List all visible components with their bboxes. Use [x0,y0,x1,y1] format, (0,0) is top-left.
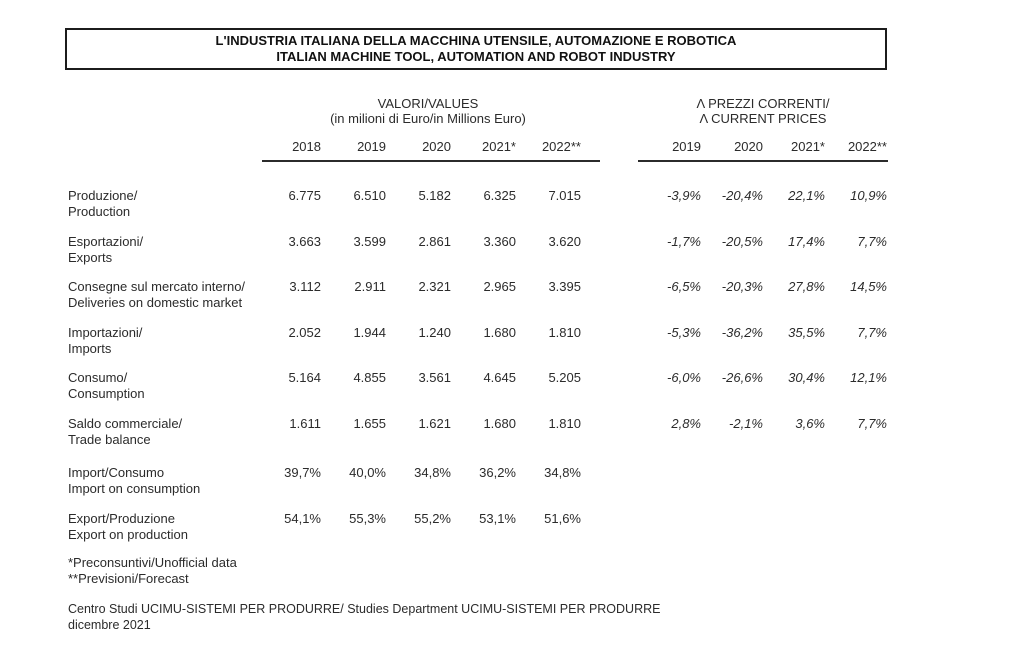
row-label-english: Imports [68,340,112,356]
row-label-english: Production [68,204,131,219]
row-label [68,370,256,402]
row-values [256,370,581,385]
row-values [256,234,581,249]
row-label [68,279,256,311]
value-cell: 2.052 [288,324,321,340]
value-cell: 34,8% [544,465,581,480]
row-label-italian: Import/Consumo [68,465,165,480]
value-cell: 3.112 [289,279,321,294]
percentage-cell: -26,6% [721,370,763,385]
year-header: 2020 [734,139,763,154]
year-header: 2019 [357,139,386,154]
percentage-cell: -36,2% [721,324,763,340]
source-line: Centro Studi UCIMU-SISTEMI PER PRODURRE/ Studies Department UCIMU-SISTEMI PER PRODURRE [68,602,661,616]
percentage-cell: -5,3% [667,324,701,340]
value-cell: 7.015 [548,188,581,203]
percentage-cell: 7,7% [857,233,887,249]
current-prices-column-header [628,96,898,126]
row-values [256,511,581,526]
row-label-english: Trade balance [68,431,151,447]
row-label-english: Exports [68,249,113,265]
row-values [256,188,581,203]
row-label-italian: Importazioni/ [68,324,143,340]
row-label-english: Import on consumption [68,481,201,496]
year-header: 2020 [422,139,451,154]
percentage-cell: 7,7% [857,415,887,431]
value-cell: 3.663 [288,233,321,249]
row-label [68,234,256,266]
value-cell: 3.599 [353,233,386,249]
value-cell: 1.655 [353,415,386,431]
title-box [65,28,887,70]
value-cell: 1.944 [353,324,386,340]
source-note [68,601,660,633]
row-percentages [639,279,887,294]
value-cell: 1.240 [418,324,451,340]
percentage-cell: -20,3% [721,279,763,294]
percentage-cell: -6,0% [667,370,701,385]
row-values [256,325,581,340]
percentage-cell: -20,4% [721,188,763,203]
percentage-cell: 30,4% [788,370,825,385]
table-row [68,465,958,511]
value-cell: 39,7% [284,465,321,480]
row-label-italian: Produzione/ [68,188,138,203]
prices-year-headers [639,139,887,154]
value-cell: 2.965 [483,279,516,294]
prices-header-rule [638,160,888,162]
row-label [68,465,256,497]
row-values [256,416,581,431]
value-cell: 1.810 [548,324,581,340]
table-row [68,279,958,325]
row-percentages [639,416,887,431]
percentage-cell: 27,8% [788,279,825,294]
year-header: 2022** [847,139,887,154]
row-percentages [639,188,887,203]
value-cell: 1.621 [418,415,451,431]
data-rows [68,188,958,556]
prices-header-line1: Λ PREZZI CORRENTI/ [696,96,830,111]
percentage-cell: 3,6% [795,415,825,431]
year-header: 2022** [541,139,581,154]
values-header-rule [262,160,600,162]
year-header: 2021* [791,139,825,154]
values-header-title: VALORI/VALUES [377,96,479,111]
value-cell: 1.680 [483,324,516,340]
percentage-cell: 7,7% [857,324,887,340]
row-label-english: Export on production [68,526,188,542]
value-cell: 2.911 [354,279,386,294]
percentage-cell: -1,7% [667,233,701,249]
value-cell: 5.182 [418,188,451,203]
value-cell: 4.855 [353,370,386,385]
year-header: 2018 [292,139,321,154]
value-cell: 2.321 [418,279,451,294]
value-cell: 55,3% [349,510,386,526]
percentage-cell: -20,5% [721,233,763,249]
value-cell: 40,0% [349,465,386,480]
table-row [68,325,958,371]
value-cell: 36,2% [479,465,516,480]
value-cell: 1.611 [289,415,321,431]
values-column-header [256,96,600,126]
footnote-forecast: **Previsioni/Forecast [68,571,189,586]
row-label-english: Deliveries on domestic market [68,295,243,310]
percentage-cell: 22,1% [788,188,825,203]
value-cell: 4.645 [483,370,516,385]
row-label-italian: Saldo commerciale/ [68,415,183,431]
title-line-english: ITALIAN MACHINE TOOL, AUTOMATION AND ROBOT INDUSTRY [276,49,676,64]
title-line-italian: L'INDUSTRIA ITALIANA DELLA MACCHINA UTENSILE, AUTOMAZIONE E ROBOTICA [215,33,737,48]
values-year-headers [256,139,581,154]
source-date: dicembre 2021 [68,618,151,632]
row-label-english: Consumption [68,386,145,401]
row-label-italian: Consegne sul mercato interno/ [68,279,246,294]
percentage-cell: 12,1% [850,370,887,385]
value-cell: 3.395 [548,279,581,294]
value-cell: 6.510 [353,188,386,203]
percentage-cell: 2,8% [671,415,701,431]
row-percentages [639,234,887,249]
value-cell: 5.205 [548,370,581,385]
value-cell: 1.680 [483,415,516,431]
year-header: 2021* [482,139,516,154]
row-label [68,188,256,220]
row-label [68,325,256,357]
value-cell: 6.775 [288,188,321,203]
row-values [256,465,581,480]
value-cell: 54,1% [284,510,321,526]
table-row [68,234,958,280]
value-cell: 53,1% [479,510,516,526]
row-percentages [639,370,887,385]
table-row [68,370,958,416]
row-percentages [639,325,887,340]
value-cell: 1.810 [548,415,581,431]
value-cell: 3.360 [483,233,516,249]
row-values [256,279,581,294]
percentage-cell: 14,5% [850,279,887,294]
percentage-cell: -2,1% [729,415,763,431]
value-cell: 3.620 [548,233,581,249]
row-label-italian: Export/Produzione [68,510,175,526]
percentage-cell: 17,4% [788,233,825,249]
year-header: 2019 [672,139,701,154]
row-label-italian: Esportazioni/ [68,233,144,249]
percentage-cell: -3,9% [667,188,701,203]
value-cell: 6.325 [483,188,516,203]
prices-header-line2: Λ CURRENT PRICES [699,111,827,126]
footnote-unofficial-data: *Preconsuntivi/Unofficial data [68,555,237,570]
row-label [68,416,256,448]
percentage-cell: -6,5% [667,279,701,294]
value-cell: 34,8% [414,465,451,480]
percentage-cell: 10,9% [850,188,887,203]
value-cell: 51,6% [544,510,581,526]
value-cell: 55,2% [414,510,451,526]
value-cell: 5.164 [288,370,321,385]
value-cell: 3.561 [418,370,451,385]
values-header-subtitle: (in milioni di Euro/in Millions Euro) [330,111,526,126]
table-row [68,416,958,462]
footnotes [68,555,237,587]
row-label [68,511,256,543]
table-row [68,188,958,234]
row-label-italian: Consumo/ [68,370,128,385]
table-row [68,511,958,557]
percentage-cell: 35,5% [788,324,825,340]
value-cell: 2.861 [418,233,451,249]
